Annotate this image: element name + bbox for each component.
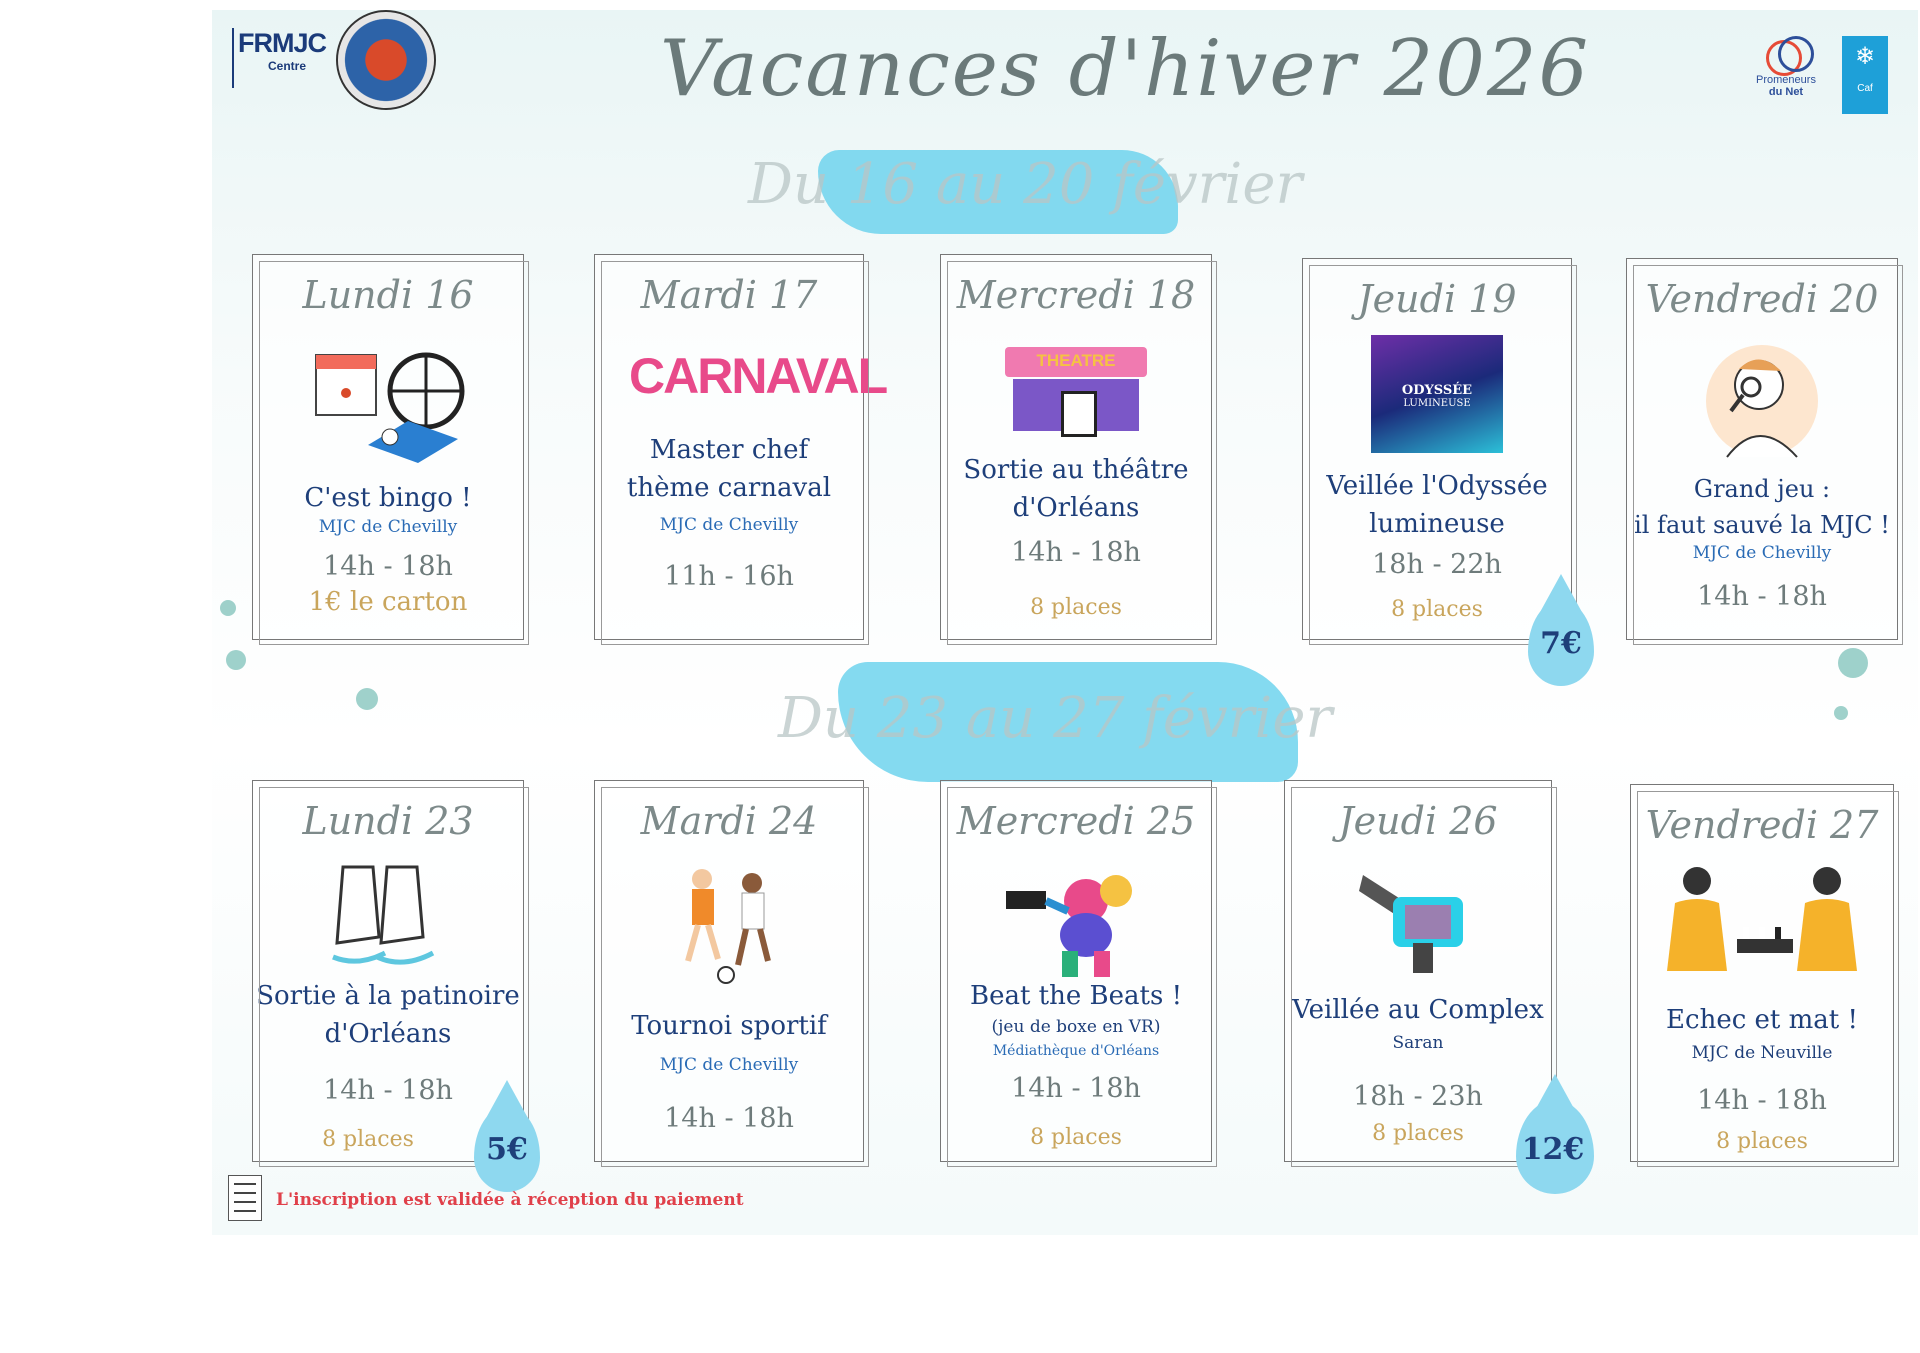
activity-title: C'est bingo ! bbox=[304, 483, 472, 513]
activity-places: 8 places bbox=[1716, 1129, 1808, 1154]
activity-title: Veillée au Complex bbox=[1292, 995, 1544, 1025]
activity-time: 14h - 18h bbox=[1011, 1073, 1141, 1104]
activity-places: 8 places bbox=[1391, 597, 1483, 622]
activity-location: MJC de Chevilly bbox=[659, 515, 799, 535]
carnaval-banner: CARNAVAL bbox=[629, 348, 887, 404]
day-card-mercredi-18 bbox=[940, 254, 1212, 640]
day-title: Lundi 23 bbox=[302, 799, 474, 843]
poster-line2: LUMINEUSE bbox=[1403, 398, 1471, 409]
activity-places: 8 places bbox=[322, 1127, 414, 1152]
activity-location: MJC de Chevilly bbox=[659, 1055, 799, 1075]
theatre-sign: THEATRE bbox=[1036, 351, 1116, 370]
day-title: Jeudi 26 bbox=[1338, 799, 1498, 843]
registration-note: L'inscription est validée à réception du paiement bbox=[276, 1190, 744, 1210]
activity-time: 14h - 18h bbox=[1011, 537, 1141, 568]
checklist-icon bbox=[228, 1175, 262, 1221]
paint-dot bbox=[1838, 648, 1868, 678]
caf-logo-text: Caf bbox=[1857, 83, 1873, 94]
paint-dot bbox=[220, 600, 236, 616]
price-tag: 12€ bbox=[1521, 1132, 1585, 1167]
day-title: Mardi 24 bbox=[640, 799, 818, 843]
chess-players-icon bbox=[1657, 861, 1867, 971]
activity-title: Master chef thème carnaval bbox=[626, 435, 832, 503]
activity-title: Sortie à la patinoire d'Orléans bbox=[256, 981, 520, 1049]
theatre-building-icon bbox=[1001, 347, 1151, 433]
day-card-jeudi-26 bbox=[1284, 780, 1552, 1162]
ice-skates-icon bbox=[323, 857, 453, 987]
frmjc-logo-sub: Centre bbox=[268, 59, 307, 73]
day-card-mardi-17 bbox=[594, 254, 887, 640]
promeneurs-logo-line2: du Net bbox=[1768, 86, 1804, 98]
activity-time: 11h - 16h bbox=[664, 561, 794, 592]
day-title: Vendredi 20 bbox=[1645, 277, 1879, 321]
day-title: Mardi 17 bbox=[640, 273, 818, 317]
activity-time: 14h - 18h bbox=[664, 1103, 794, 1134]
price-tag: 7€ bbox=[1540, 626, 1582, 661]
activity-title: Sortie au théâtre d'Orléans bbox=[963, 455, 1189, 523]
chevilly-seal-logo bbox=[336, 10, 436, 110]
odyssee-lumineuse-poster bbox=[1371, 335, 1503, 453]
activity-title: Veillée l'Odyssée lumineuse bbox=[1326, 471, 1548, 539]
activity-time: 18h - 22h bbox=[1372, 549, 1502, 580]
week1-label: Du 16 au 20 février bbox=[748, 152, 1303, 217]
caf-logo bbox=[1842, 36, 1888, 114]
day-card-mardi-24 bbox=[594, 780, 864, 1162]
activity-title: Beat the Beats ! bbox=[969, 981, 1183, 1011]
activity-detail: (jeu de boxe en VR) bbox=[991, 1017, 1161, 1037]
speech-bubble-icon bbox=[1762, 36, 1810, 72]
laser-blaster-icon bbox=[1353, 857, 1483, 987]
football-players-icon bbox=[664, 861, 794, 991]
day-title: Mercredi 18 bbox=[956, 273, 1196, 317]
activity-places: 8 places bbox=[1030, 595, 1122, 620]
activity-time: 14h - 18h bbox=[1697, 581, 1827, 612]
day-card-lundi-16 bbox=[252, 254, 524, 640]
activity-location: Médiathèque d'Orléans bbox=[992, 1043, 1160, 1059]
activity-location: MJC de Chevilly bbox=[318, 517, 458, 537]
week2-label: Du 23 au 27 février bbox=[778, 686, 1333, 751]
paint-dot bbox=[1834, 706, 1848, 720]
day-card-jeudi-19 bbox=[1302, 258, 1572, 640]
activity-location: MJC de Chevilly bbox=[1692, 543, 1832, 563]
poster-line1: ODYSSÉE bbox=[1401, 383, 1473, 398]
page-title: Vacances d'hiver 2026 bbox=[660, 24, 1591, 114]
frmjc-logo bbox=[232, 28, 333, 88]
activity-location: MJC de Neuville bbox=[1691, 1043, 1833, 1063]
promeneurs-logo-line1: Promeneurs bbox=[1756, 74, 1816, 86]
day-card-vendredi-27 bbox=[1630, 784, 1894, 1162]
day-title: Jeudi 19 bbox=[1357, 277, 1517, 321]
day-card-mercredi-25 bbox=[940, 780, 1212, 1162]
partner-logos bbox=[1746, 36, 1876, 98]
activity-title: Echec et mat ! bbox=[1666, 1005, 1858, 1035]
bingo-cage-icon bbox=[308, 345, 468, 465]
paint-dot bbox=[226, 650, 246, 670]
magnifying-glass-person-icon bbox=[1697, 339, 1827, 459]
day-card-lundi-23 bbox=[252, 780, 524, 1162]
activity-places: 8 places bbox=[1030, 1125, 1122, 1150]
activity-title: Tournoi sportif bbox=[631, 1011, 827, 1041]
day-title: Lundi 16 bbox=[302, 273, 474, 317]
paint-dot bbox=[356, 688, 378, 710]
day-title: Vendredi 27 bbox=[1645, 803, 1879, 847]
activity-places: 8 places bbox=[1372, 1121, 1464, 1146]
activity-price-note: 1€ le carton bbox=[308, 587, 468, 617]
activity-location: Saran bbox=[1392, 1033, 1444, 1053]
activity-title: Grand jeu : il faut sauvé la MJC ! bbox=[1634, 475, 1890, 539]
day-title: Mercredi 25 bbox=[956, 799, 1196, 843]
vr-boxer-icon bbox=[996, 861, 1156, 977]
activity-time: 14h - 18h bbox=[323, 551, 453, 582]
snowflake-icon: ❄ bbox=[1854, 43, 1876, 70]
activity-time: 18h - 23h bbox=[1353, 1081, 1483, 1112]
activity-time: 14h - 18h bbox=[323, 1075, 453, 1106]
activity-time: 14h - 18h bbox=[1697, 1085, 1827, 1116]
price-tag: 5€ bbox=[486, 1132, 528, 1167]
frmjc-logo-main: FRMJC bbox=[238, 28, 326, 58]
day-card-vendredi-20 bbox=[1626, 258, 1898, 640]
promeneurs-du-net-logo bbox=[1746, 36, 1826, 98]
